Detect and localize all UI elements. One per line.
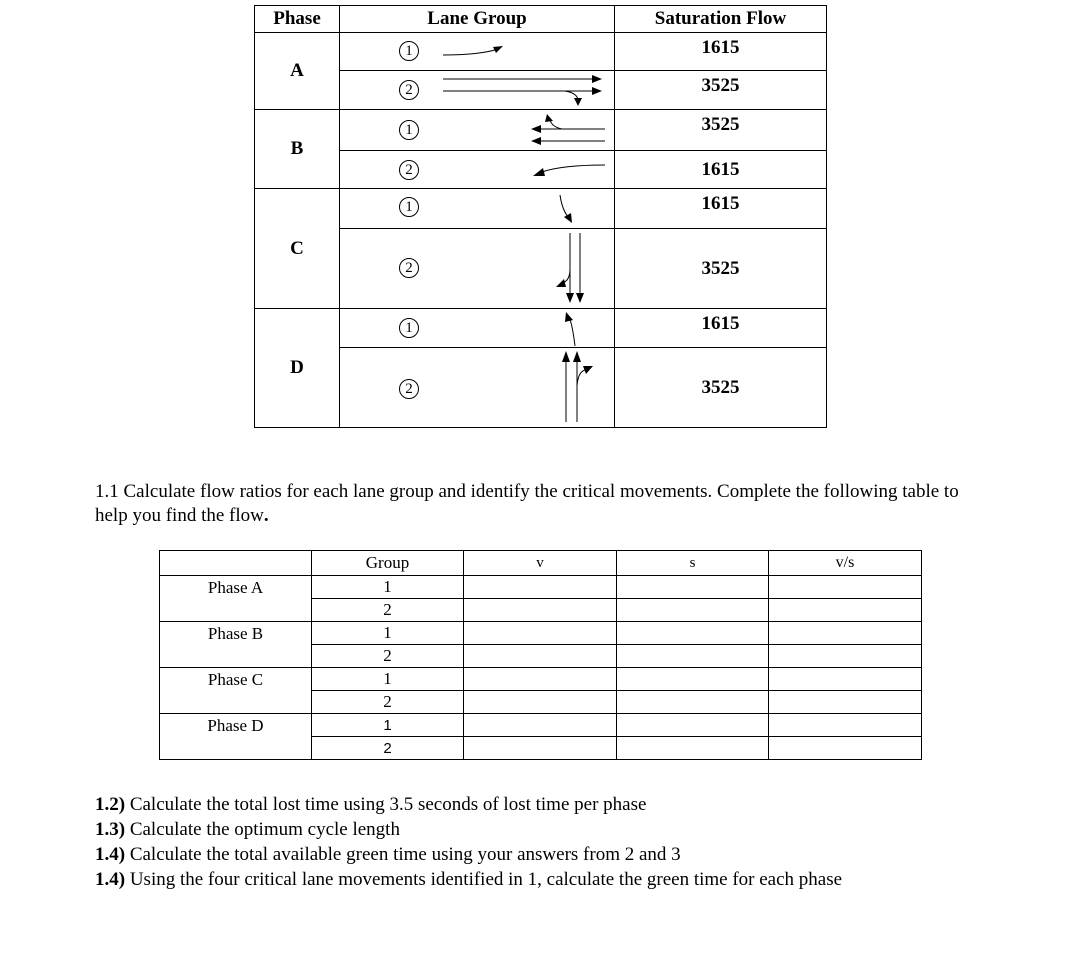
saturation-flow-value: 3525	[615, 110, 827, 151]
question-text: Calculate the total lost time using 3.5 seconds of lost time per phase	[125, 794, 647, 815]
v-column-header: v	[464, 551, 617, 576]
s-input-cell[interactable]	[617, 668, 769, 691]
question-text: 1.1 Calculate flow ratios for each lane group and identify the critical movements. Complete the following table to help you find the flow	[95, 481, 959, 526]
vs-input-cell[interactable]	[769, 737, 922, 760]
phase-label: D	[255, 309, 340, 428]
s-column-header: s	[617, 551, 769, 576]
arrow-left-curve-icon	[340, 151, 615, 189]
phase-label: Phase D	[160, 714, 312, 760]
lane-group-cell	[340, 229, 615, 309]
v-input-cell[interactable]	[464, 668, 617, 691]
arrow-through-up-icon	[340, 348, 615, 428]
question-number: 1.4)	[95, 869, 126, 890]
s-input-cell[interactable]	[617, 576, 769, 599]
table-row	[255, 151, 827, 189]
s-input-cell[interactable]	[617, 714, 769, 737]
saturation-flow-value: 1615	[615, 33, 827, 71]
v-input-cell[interactable]	[464, 714, 617, 737]
table-row	[255, 348, 827, 428]
question-text-end: .	[263, 505, 269, 526]
vs-input-cell[interactable]	[769, 576, 922, 599]
question-1-1	[95, 480, 995, 528]
group-number: 1	[312, 576, 464, 599]
vs-input-cell[interactable]	[769, 645, 922, 668]
group-number: 2	[312, 737, 464, 760]
group-number: 1	[399, 120, 419, 140]
table-row	[160, 668, 922, 691]
arrow-through-left-icon	[340, 110, 615, 151]
v-input-cell[interactable]	[464, 599, 617, 622]
v-input-cell[interactable]	[464, 622, 617, 645]
table-row	[160, 622, 922, 645]
v-input-cell[interactable]	[464, 576, 617, 599]
lane-group-cell	[340, 189, 615, 229]
saturation-flow-value: 1615	[615, 189, 827, 229]
arrow-through-down-icon	[340, 229, 615, 309]
phase-column-header	[160, 551, 312, 576]
lane-group-cell	[340, 151, 615, 189]
vs-input-cell[interactable]	[769, 599, 922, 622]
vs-input-cell[interactable]	[769, 691, 922, 714]
group-number: 2	[312, 691, 464, 714]
s-input-cell[interactable]	[617, 599, 769, 622]
flow-table-header	[160, 551, 922, 576]
s-input-cell[interactable]	[617, 622, 769, 645]
question-text: Using the four critical lane movements identified in 1, calculate the green time for each phase	[125, 869, 843, 890]
flow-ratio-table	[159, 550, 922, 760]
group-number: 1	[312, 714, 464, 737]
saturation-flow-value: 1615	[615, 309, 827, 348]
saturation-flow-header: Saturation Flow	[615, 6, 827, 33]
group-number: 1	[399, 41, 419, 61]
group-number: 2	[399, 160, 419, 180]
saturation-flow-value: 3525	[615, 71, 827, 110]
question-1-4b	[95, 867, 842, 892]
vs-input-cell[interactable]	[769, 668, 922, 691]
arrow-through-right-icon	[340, 71, 615, 110]
table-row	[255, 110, 827, 151]
group-number: 1	[399, 197, 419, 217]
question-number: 1.4)	[95, 844, 126, 865]
table-row	[255, 229, 827, 309]
lane-group-cell	[340, 71, 615, 110]
question-text: Calculate the total available green time using your answers from 2 and 3	[125, 844, 681, 865]
vs-input-cell[interactable]	[769, 622, 922, 645]
group-number: 1	[312, 668, 464, 691]
table-row	[255, 309, 827, 348]
saturation-flow-table	[254, 5, 827, 428]
group-number: 2	[312, 599, 464, 622]
group-number: 1	[312, 622, 464, 645]
group-number: 2	[399, 80, 419, 100]
s-input-cell[interactable]	[617, 645, 769, 668]
phase-label: Phase C	[160, 668, 312, 714]
vs-column-header: v/s	[769, 551, 922, 576]
lane-group-header: Lane Group	[340, 6, 615, 33]
phase-label: Phase A	[160, 576, 312, 622]
sat-table-header	[255, 6, 827, 33]
arrow-down-curve-icon	[340, 189, 615, 229]
lane-group-cell	[340, 348, 615, 428]
saturation-flow-value: 1615	[615, 151, 827, 189]
lane-group-cell	[340, 33, 615, 71]
group-number: 2	[399, 258, 419, 278]
question-1-2	[95, 792, 842, 817]
lane-group-cell	[340, 309, 615, 348]
table-row	[160, 576, 922, 599]
question-text: Calculate the optimum cycle length	[125, 819, 400, 840]
vs-input-cell[interactable]	[769, 714, 922, 737]
phase-label: B	[255, 110, 340, 189]
group-number: 2	[312, 645, 464, 668]
s-input-cell[interactable]	[617, 691, 769, 714]
saturation-flow-value: 3525	[615, 348, 827, 428]
question-1-4a	[95, 842, 842, 867]
phase-label: A	[255, 33, 340, 110]
saturation-flow-value: 3525	[615, 229, 827, 309]
phase-header: Phase	[255, 6, 340, 33]
question-number: 1.3)	[95, 819, 126, 840]
v-input-cell[interactable]	[464, 737, 617, 760]
group-number: 2	[399, 379, 419, 399]
lane-group-cell	[340, 110, 615, 151]
question-1-3	[95, 817, 842, 842]
v-input-cell[interactable]	[464, 645, 617, 668]
arrow-up-curve-icon	[340, 309, 615, 348]
phase-label: C	[255, 189, 340, 309]
table-row	[160, 714, 922, 737]
group-column-header: Group	[312, 551, 464, 576]
s-input-cell[interactable]	[617, 737, 769, 760]
group-number: 1	[399, 318, 419, 338]
table-row	[255, 189, 827, 229]
table-row	[255, 71, 827, 110]
arrow-right-curve-left-icon	[340, 33, 615, 71]
question-number: 1.2)	[95, 794, 126, 815]
question-list	[95, 792, 842, 892]
table-row	[255, 33, 827, 71]
v-input-cell[interactable]	[464, 691, 617, 714]
phase-label: Phase B	[160, 622, 312, 668]
